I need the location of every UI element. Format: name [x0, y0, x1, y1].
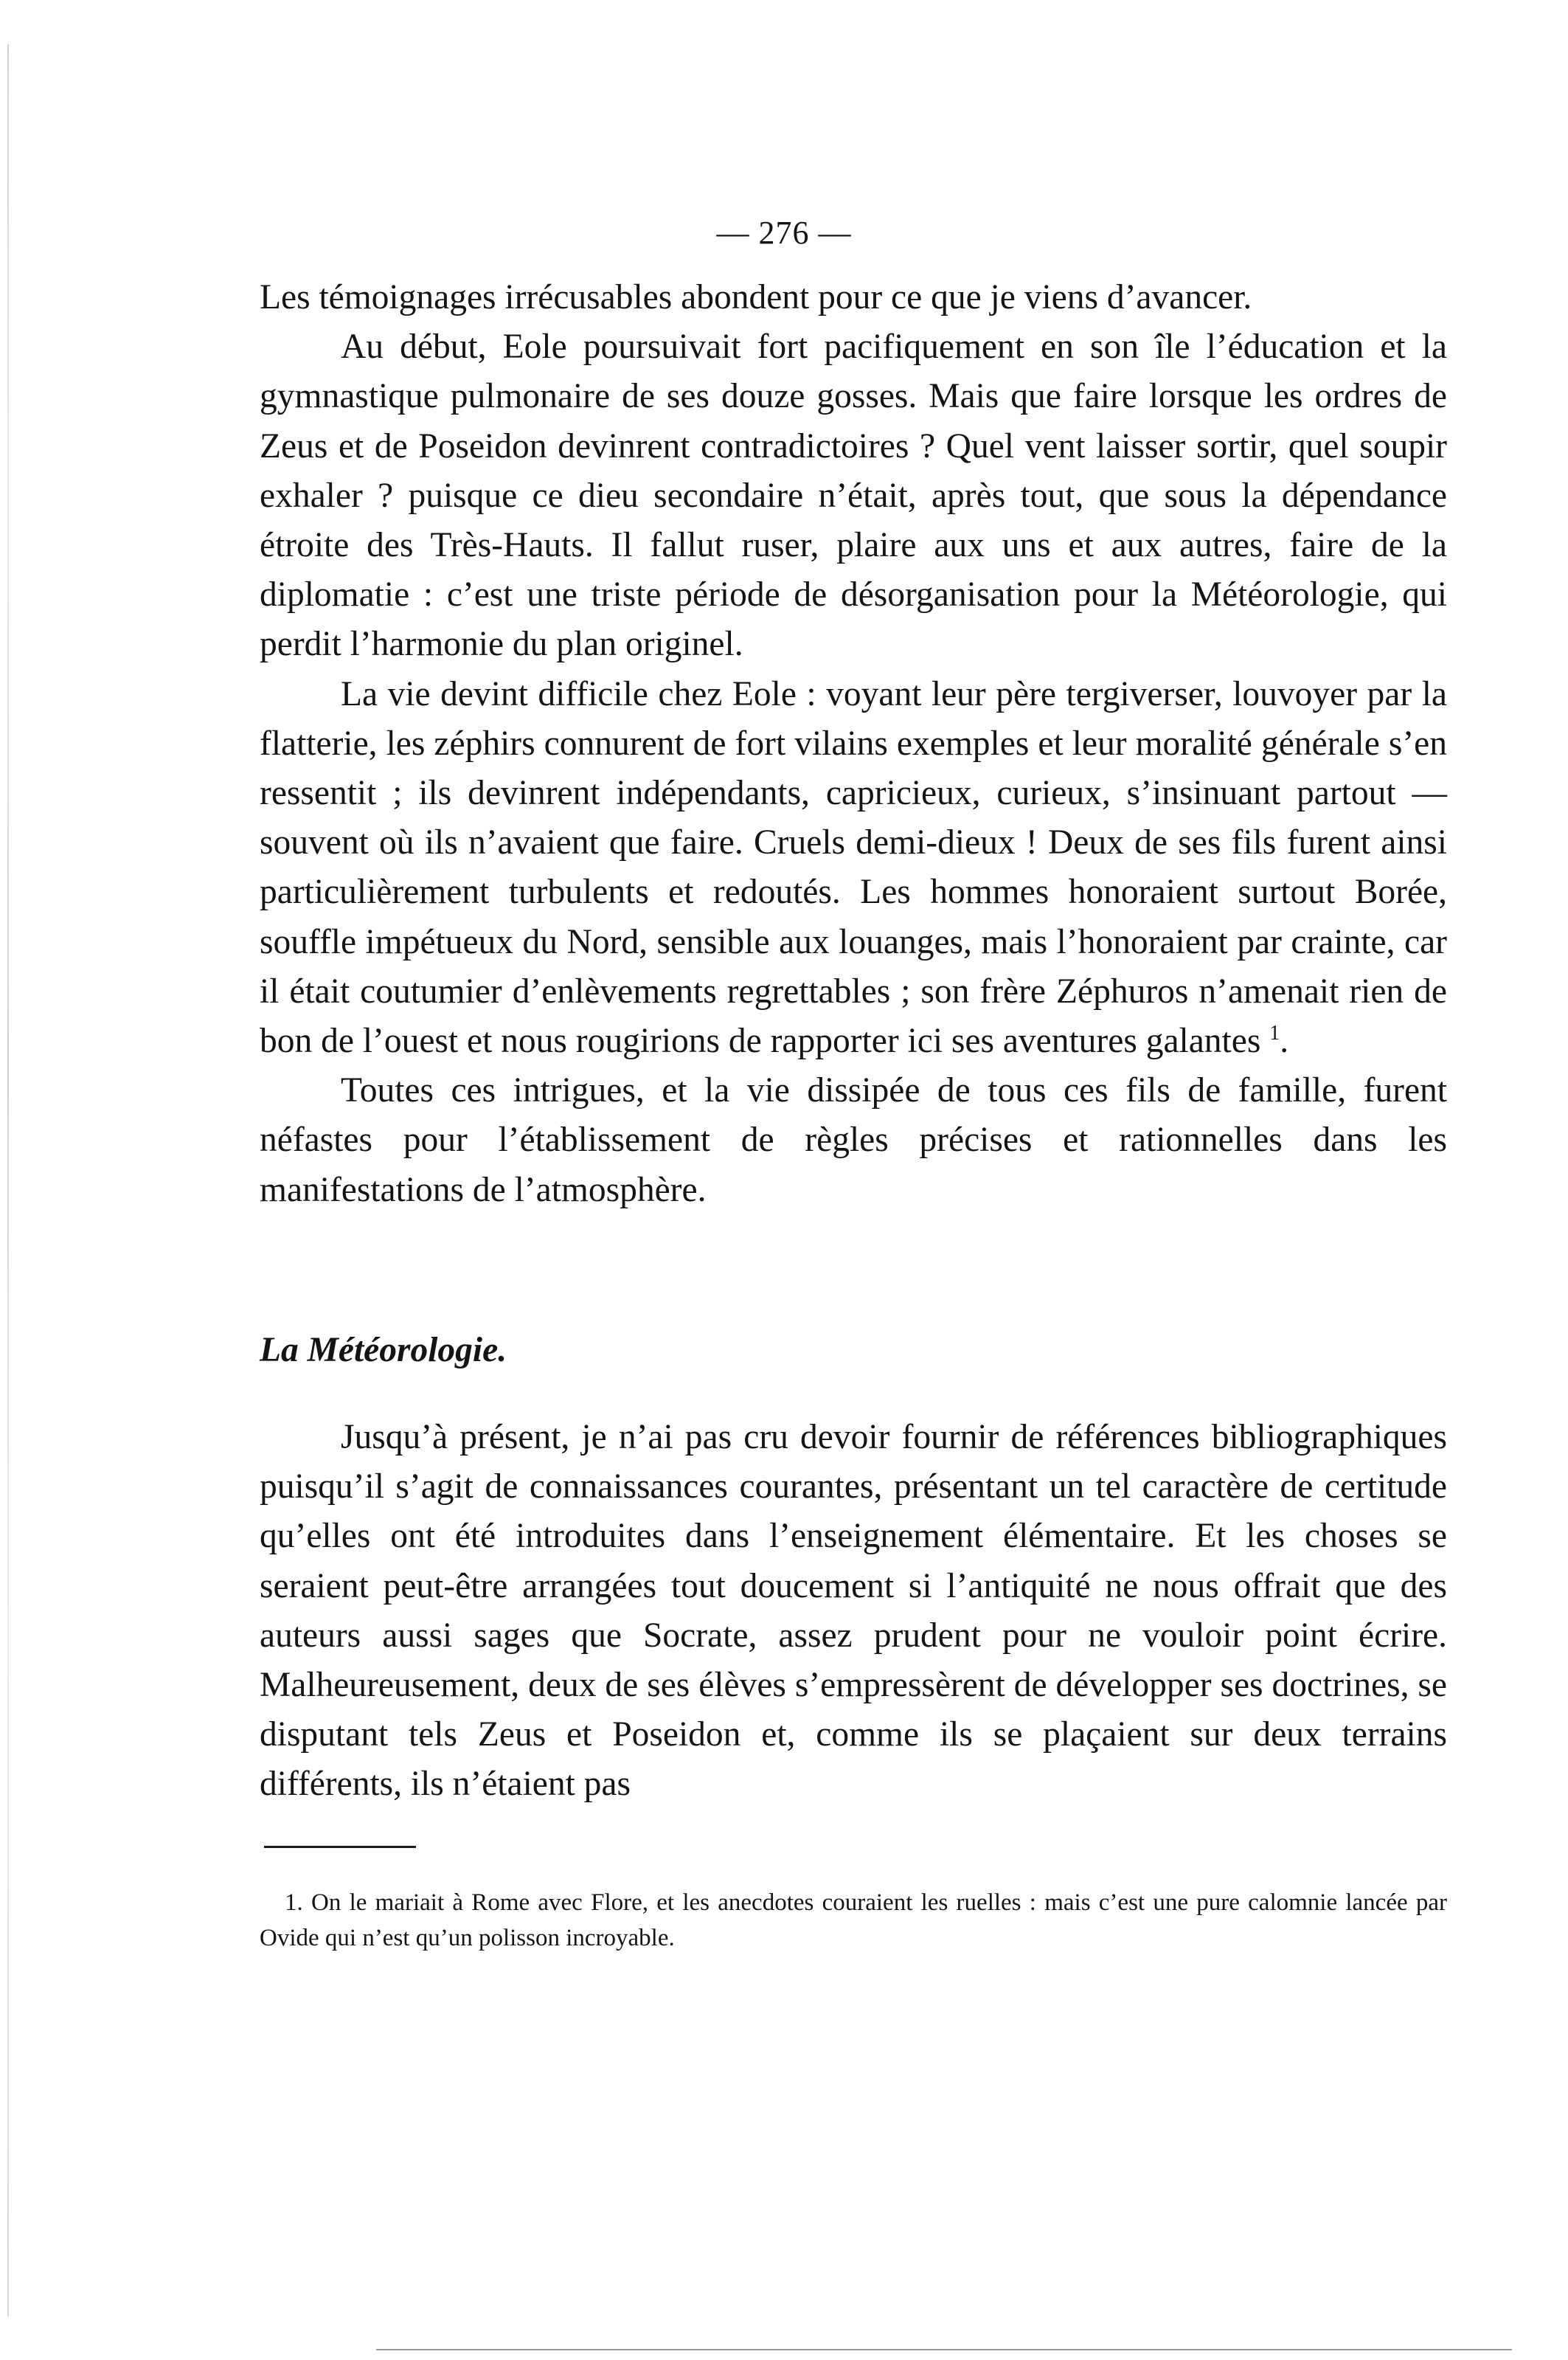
paragraph-4: Toutes ces intrigues, et la vie dissipée de tous ces fils de famille, furent néfastes pour l’établissement de règles précises et rationnelles dans les manifestations de l’atmosphère.: [260, 1071, 1447, 1209]
footnote-reference[interactable]: 1: [1269, 1022, 1280, 1045]
paragraph-3-text: La vie devint difficile chez Eole : voyant leur père tergiverser, louvoyer par la flatterie, les zéphirs connurent de fort vilains exemples et leur moralité générale s’en ressentit ; ils devinrent indépendants, capricieux, curieux, s’insinuant partout — souvent où ils n’avaient que faire. Cruels demi-dieux ! Deux de ses fils furent ainsi particulièrement turbulents et redoutés. Les hommes honoraient surtout Borée, souffle impétueux du Nord, sensible aux louanges, mais l’honoraient par crainte, car il était coutumier d’enlèvements regrettables ; son frère Zéphuros n’amenait rien de bon de l’ouest et nous rougirions de rapporter ici ses aventures galantes: [260, 674, 1447, 1061]
footnote-marker: 1.: [285, 1889, 303, 1916]
main-text-block: [260, 273, 1447, 1215]
page-number: — 276 —: [716, 215, 852, 251]
paragraph-3: [260, 670, 1447, 1067]
section-text-block: [260, 1413, 1447, 1810]
footnote-1: [260, 1885, 1447, 1956]
footnote-reference-tail: .: [1280, 1022, 1289, 1061]
bottom-scan-line: [376, 2349, 1512, 2350]
section-heading: La Météorologie.: [260, 1331, 507, 1369]
footnote-text: On le mariait à Rome avec Flore, et les anecdotes couraient les ruelles : mais c’est une pure calomnie lancée par Ovide qui n’est qu’un polisson incroyable.: [260, 1889, 1448, 1951]
footnote-divider: [264, 1846, 416, 1848]
scan-edge-shadow: [7, 44, 9, 2316]
section-paragraph: Jusqu’à présent, je n’ai pas cru devoir fournir de références bibliographiques puisqu’il s’agit de connaissances courantes, présentant un tel caractère de certitude qu’elles ont été introduites dans l’enseignement élémentaire. Et les choses se seraient peut-être arrangées tout doucement si l’antiquité ne nous offrait que des auteurs aussi sages que Socrate, assez prudent pour ne vouloir point écrire. Malheureusement, deux de ses élèves s’empressèrent de développer ses doctrines, se disputant tels Zeus et Poseidon et, comme ils se plaçaient sur deux terrains différents, ils n’étaient pas: [260, 1418, 1447, 1804]
paragraph-1: Les témoignages irrécusables abondent pour ce que je viens d’avancer.: [260, 278, 1252, 316]
paragraph-2: Au début, Eole poursuivait fort pacifiquement en son île l’éducation et la gymnastique pulmonaire de ses douze gosses. Mais que faire lorsque les ordres de Zeus et de Poseidon devinrent contradictoires ? Quel vent laisser sortir, quel soupir exhaler ? puisque ce dieu secondaire n’était, après tout, que sous la dépendance étroite des Très-Hauts. Il fallut ruser, plaire aux uns et aux autres, faire de la diplomatie : c’est une triste période de désorganisation pour la Météorologie, qui perdit l’harmonie du plan originel.: [260, 328, 1447, 664]
